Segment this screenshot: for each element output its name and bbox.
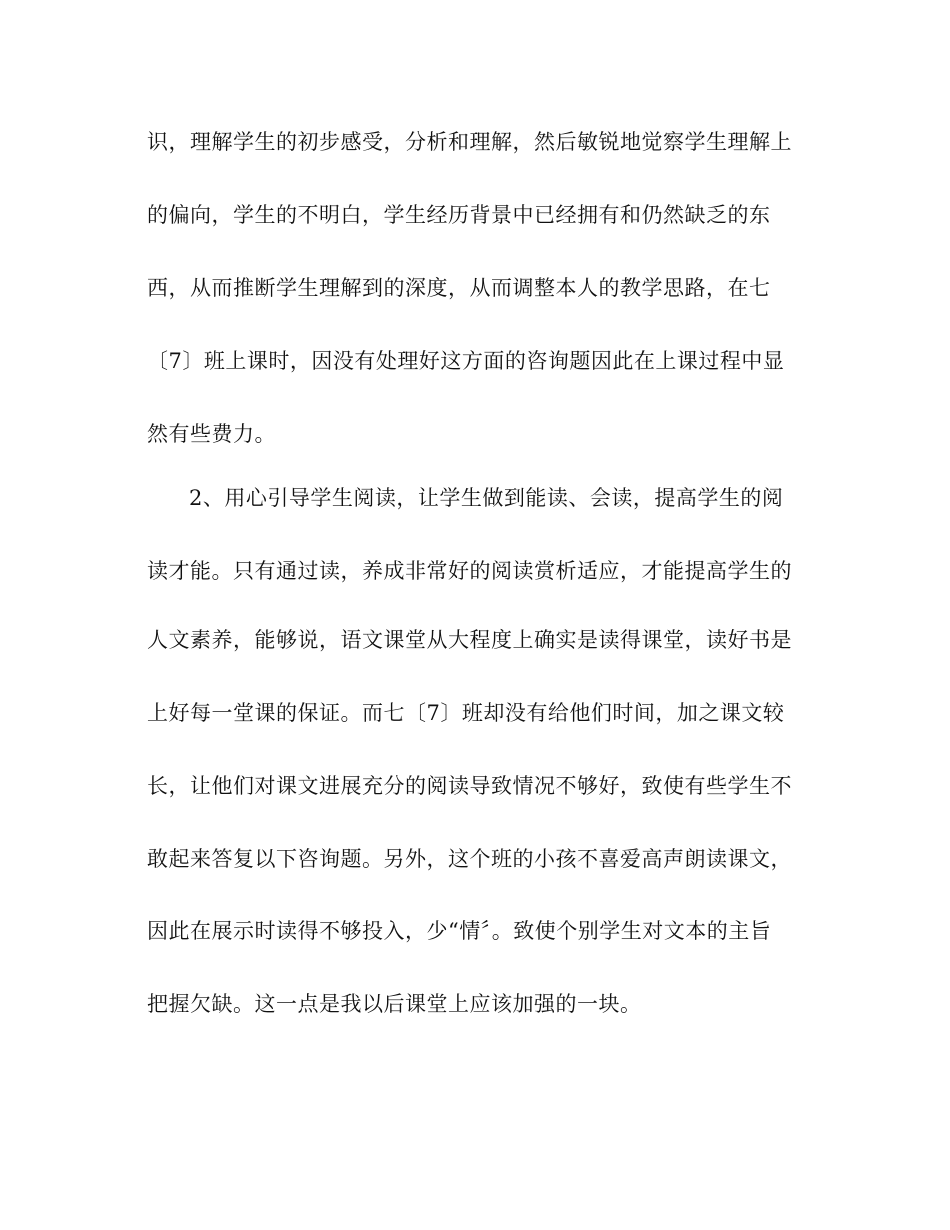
paragraph-line: 〔7〕班上课时，因没有处理好这方面的咨询题因此在上课过程中显 <box>147 349 785 373</box>
paragraph-line: 识，理解学生的初步感受，分析和理解，然后敏锐地觉察学生理解上 <box>147 130 792 154</box>
paragraph-line: 读才能。只有通过读，养成非常好的阅读赏析适应，才能提高学生的 <box>147 559 792 583</box>
paragraph-line: 长，让他们对课文进展充分的阅读导致情况不够好，致使有些学生不 <box>147 774 792 798</box>
paragraph-line: 2、用心引导学生阅读，让学生做到能读、会读，提高学生的阅 <box>189 486 784 510</box>
paragraph-line: 上好每一堂课的保证。而七〔7〕班却没有给他们时间，加之课文较 <box>147 701 785 725</box>
paragraph-line: 人文素养，能够说，语文课堂从大程度上确实是读得课堂，读好书是 <box>147 628 792 652</box>
paragraph-line: 因此在展示时读得不够投入，少“情〞。致使个别学生对文本的主旨 <box>147 919 772 943</box>
paragraph-line: 把握欠缺。这一点是我以后课堂上应该加强的一块。 <box>147 992 642 1016</box>
paragraph-line: 敢起来答复以下咨询题。另外，这个班的小孩不喜爱高声朗读课文， <box>147 847 792 871</box>
paragraph-line: 然有些费力。 <box>147 422 276 446</box>
paragraph-line: 的偏向，学生的不明白，学生经历背景中已经拥有和仍然缺乏的东 <box>147 203 771 227</box>
paragraph-line: 西，从而推断学生理解到的深度，从而调整本人的教学思路，在七 <box>147 276 771 300</box>
